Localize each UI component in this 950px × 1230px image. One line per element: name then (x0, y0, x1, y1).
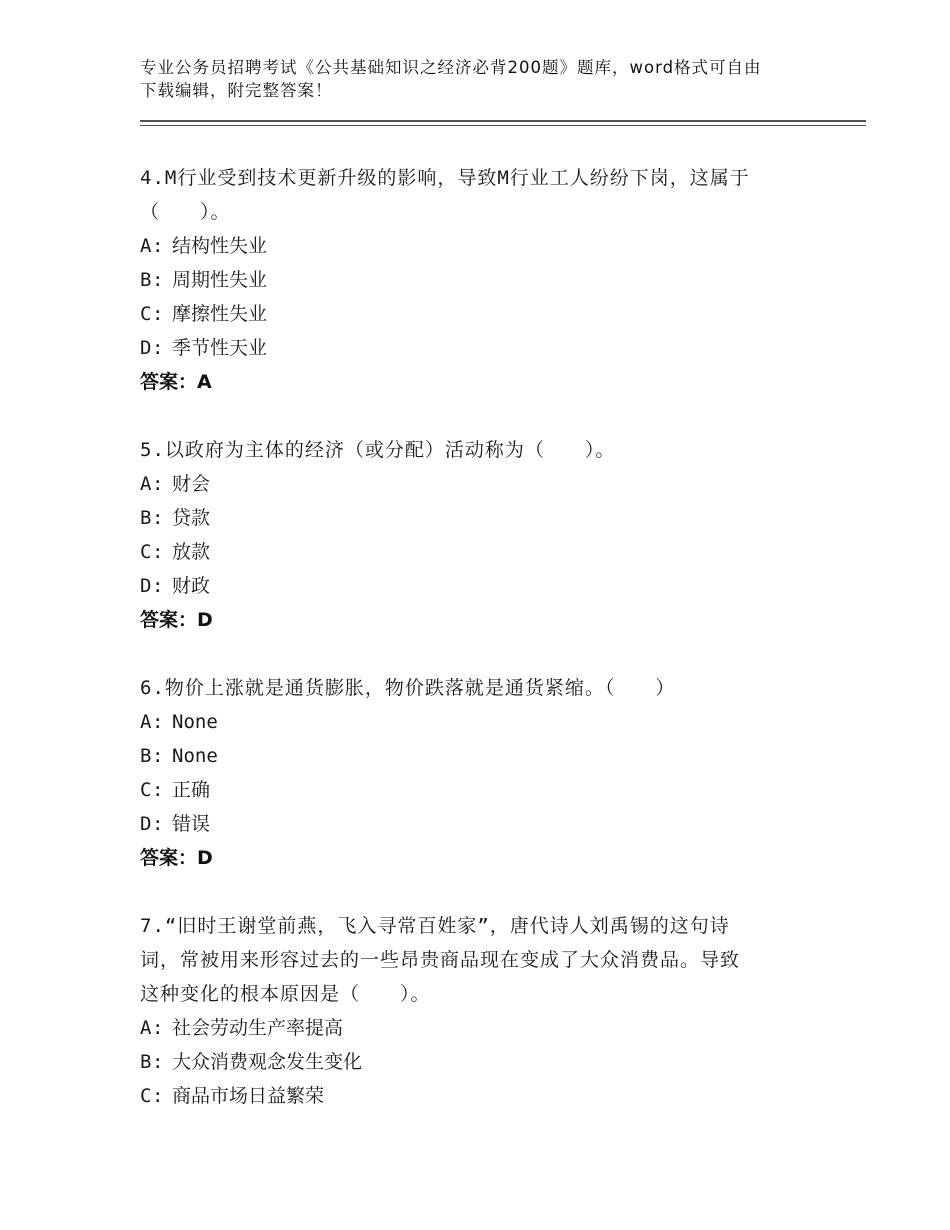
header-divider-thin (140, 125, 866, 126)
option-letter: A (140, 711, 152, 733)
option-separator: : (152, 269, 164, 291)
answer-label: 答案：D (140, 847, 213, 869)
option-separator: : (152, 1051, 164, 1073)
option-text: None (172, 745, 218, 767)
question-6 (140, 671, 840, 875)
question-text-line: 4.M行业受到技术更新升级的影响，导致M行业工人纷纷下岗，这属于 (140, 167, 750, 189)
option-b (140, 739, 840, 773)
option-separator: : (152, 337, 164, 359)
option-text: 财政 (172, 575, 211, 597)
option-separator: : (152, 1085, 164, 1107)
option-c (140, 535, 840, 569)
option-separator: : (152, 813, 164, 835)
header-line-1: 专业公务员招聘考试《公共基础知识之经济必背200题》题库，word格式可自由 (140, 58, 762, 77)
question-7 (140, 909, 840, 1113)
document-header (140, 56, 810, 102)
option-text: 结构性失业 (172, 235, 268, 257)
option-separator: : (152, 303, 164, 325)
option-letter: C (140, 541, 152, 563)
question-list (140, 161, 840, 1147)
option-a (140, 229, 840, 263)
option-text: 财会 (172, 473, 211, 495)
option-text: 摩擦性失业 (172, 303, 268, 325)
option-letter: C (140, 1085, 152, 1107)
option-separator: : (152, 235, 164, 257)
option-d (140, 569, 840, 603)
option-separator: : (152, 541, 164, 563)
option-d (140, 807, 840, 841)
option-separator: : (152, 575, 164, 597)
question-text-line: 这种变化的根本原因是（ ）。 (140, 983, 431, 1005)
option-c (140, 1079, 840, 1113)
option-c (140, 773, 840, 807)
question-text-line: （ ）。 (140, 201, 231, 223)
option-d (140, 331, 840, 365)
option-separator: : (152, 507, 164, 529)
question-text-line: 5.以政府为主体的经济（或分配）活动称为（ ）。 (140, 439, 616, 461)
option-letter: A (140, 473, 152, 495)
option-b (140, 1045, 840, 1079)
option-separator: : (152, 779, 164, 801)
answer-label: 答案：D (140, 609, 213, 631)
question-text-line: 7.“旧时王谢堂前燕，飞入寻常百姓家”，唐代诗人刘禹锡的这句诗 (140, 915, 730, 937)
header-divider-thick (140, 120, 866, 122)
option-a (140, 705, 840, 739)
option-letter: D (140, 337, 152, 359)
option-letter: C (140, 303, 152, 325)
option-separator: : (152, 1017, 164, 1039)
option-letter: D (140, 813, 152, 835)
option-letter: B (140, 1051, 152, 1073)
option-text: 季节性天业 (172, 337, 268, 359)
option-separator: : (152, 473, 164, 495)
question-4 (140, 161, 840, 399)
option-letter: B (140, 507, 152, 529)
option-text: 贷款 (172, 507, 211, 529)
option-letter: B (140, 269, 152, 291)
option-letter: B (140, 745, 152, 767)
option-a (140, 1011, 840, 1045)
option-letter: A (140, 1017, 152, 1039)
option-separator: : (152, 711, 164, 733)
option-c (140, 297, 840, 331)
option-separator: : (152, 745, 164, 767)
option-text: 商品市场日益繁荣 (172, 1085, 325, 1107)
option-letter: A (140, 235, 152, 257)
option-b (140, 501, 840, 535)
option-text: 周期性失业 (172, 269, 268, 291)
answer-label: 答案：A (140, 371, 212, 393)
option-a (140, 467, 840, 501)
option-b (140, 263, 840, 297)
option-text: 放款 (172, 541, 211, 563)
option-letter: C (140, 779, 152, 801)
option-text: 正确 (172, 779, 211, 801)
header-line-2: 下载编辑，附完整答案！ (140, 81, 333, 100)
option-letter: D (140, 575, 152, 597)
option-text: 错误 (172, 813, 211, 835)
option-text: 大众消费观念发生变化 (172, 1051, 363, 1073)
option-text: 社会劳动生产率提高 (172, 1017, 344, 1039)
question-5 (140, 433, 840, 637)
option-text: None (172, 711, 218, 733)
question-text-line: 6.物价上涨就是通货膨胀，物价跌落就是通货紧缩。（ ） (140, 677, 676, 699)
question-text-line: 词，常被用来形容过去的一些昂贵商品现在变成了大众消费品。导致 (140, 949, 741, 971)
